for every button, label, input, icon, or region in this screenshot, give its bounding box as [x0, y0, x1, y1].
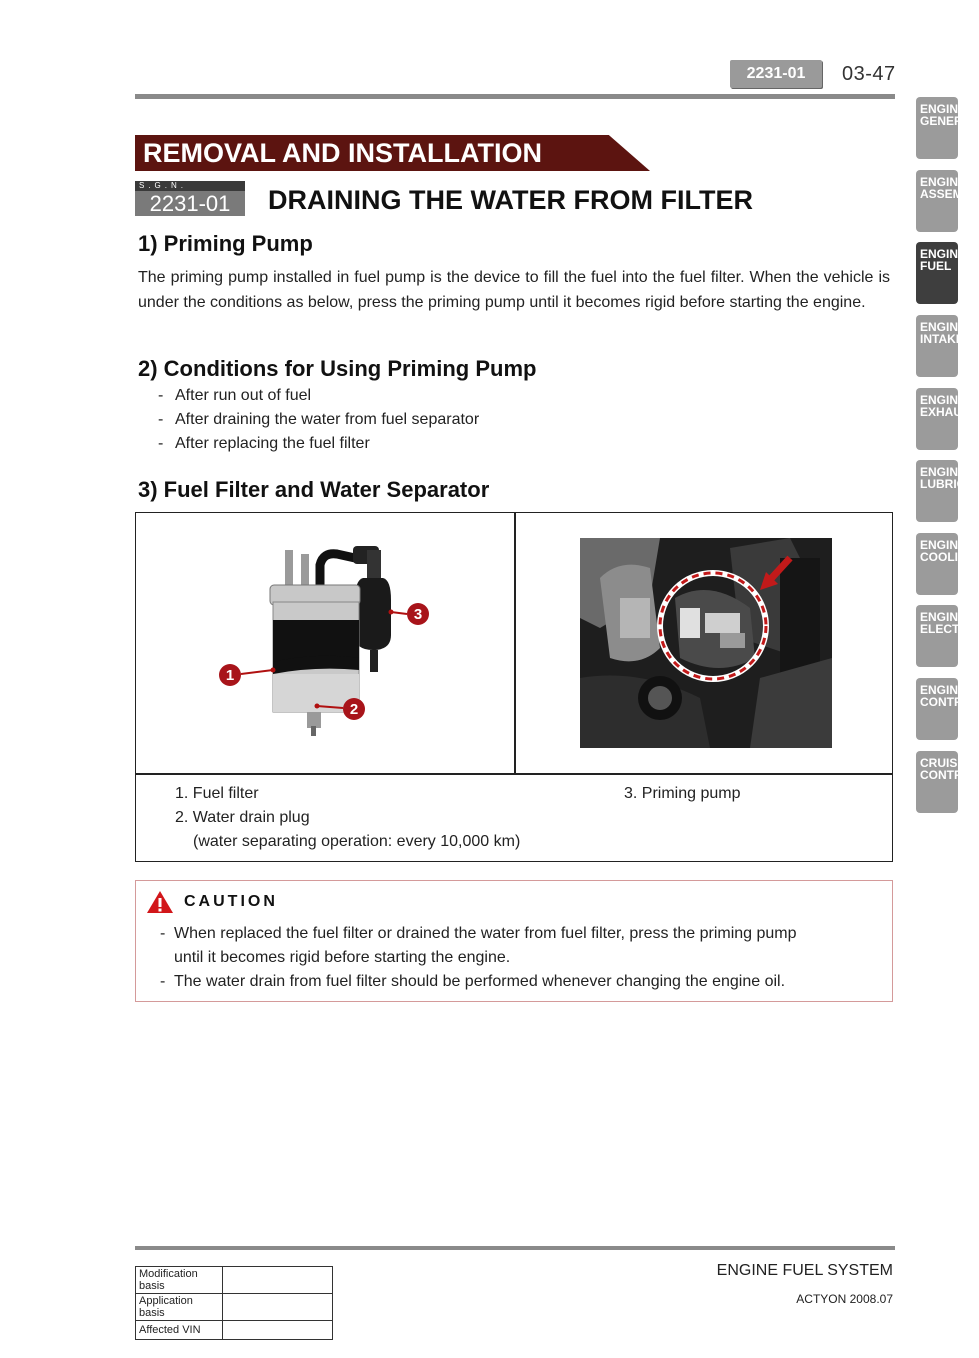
footer-model: ACTYON 2008.07	[796, 1292, 893, 1306]
top-divider	[135, 94, 895, 99]
modification-table	[135, 1266, 333, 1340]
sgn-code: 2231-01	[135, 191, 245, 216]
caption-drain-note: (water separating operation: every 10,000 km)	[193, 833, 521, 850]
callout-label: 2	[349, 701, 359, 718]
tab-engine-exhaust[interactable]: ENGINE EXHAUST	[916, 388, 958, 450]
fuel-filter-illustration	[215, 540, 435, 750]
page-title: DRAINING THE WATER FROM FILTER	[268, 185, 753, 215]
caption-fuel-filter: 1. Fuel filter	[175, 785, 259, 802]
heading-fuel-filter: 3) Fuel Filter and Water Separator	[138, 477, 490, 502]
caution-item: - The water drain from fuel filter should be performed whenever changing the engine oil.	[160, 973, 786, 990]
caption-priming-pump: 3. Priming pump	[624, 785, 741, 802]
tab-cruise-control[interactable]: CRUISE CONTRO	[916, 751, 958, 813]
figure-divider	[514, 512, 516, 774]
engine-bay-photo	[580, 538, 832, 748]
caution-text: When replaced the fuel filter or drained the water from fuel filter, press the priming pump	[174, 925, 797, 942]
caption-drain-plug: 2. Water drain plug	[175, 809, 310, 826]
figure-divider	[135, 773, 893, 775]
bottom-divider	[135, 1246, 895, 1250]
callout-label: 1	[225, 667, 235, 684]
heading-conditions: 2) Conditions for Using Priming Pump	[138, 356, 537, 381]
tab-engine-general[interactable]: ENGINE GENERA	[916, 97, 958, 159]
list-item-text: After run out of fuel	[175, 387, 312, 404]
caution-text: The water drain from fuel filter should be performed whenever changing the engine oil.	[174, 973, 786, 990]
warning-icon	[146, 890, 174, 914]
caution-item-continued: until it becomes rigid before starting the engine.	[174, 949, 511, 966]
heading-priming-pump: 1) Priming Pump	[138, 231, 313, 256]
tab-engine-fuel[interactable]: ENGINE FUEL	[916, 242, 958, 304]
list-item: - After replacing the fuel filter	[158, 435, 370, 452]
list-item: - After draining the water from fuel separator	[158, 411, 480, 428]
callout-label: 3	[413, 606, 423, 623]
list-item: - After run out of fuel	[158, 387, 312, 404]
footer-title: ENGINE FUEL SYSTEM	[716, 1262, 893, 1279]
table-row: Modification basis	[136, 1267, 333, 1294]
sgn-tag: S.G.N.	[135, 181, 245, 191]
table-row: Affected VIN	[136, 1321, 333, 1340]
caution-title: CAUTION	[184, 893, 278, 910]
priming-pump-paragraph: The priming pump installed in fuel pump is the device to fill the fuel into the fuel filter. When the vehicle is under the conditions as below, press the priming pump until it becomes rigid before starting the engine.	[138, 269, 890, 311]
tab-engine-lubrication[interactable]: ENGINE LUBRICA	[916, 460, 958, 522]
tab-engine-electrical[interactable]: ENGINE ELECTRI	[916, 605, 958, 667]
section-code-badge: 2231-01	[730, 60, 822, 88]
page-number: 03-47	[842, 63, 896, 85]
banner-title: REMOVAL AND INSTALLATION	[143, 138, 542, 168]
list-item-text: After replacing the fuel filter	[175, 435, 370, 452]
tab-engine-intake[interactable]: ENGINE INTAKE	[916, 315, 958, 377]
list-item-text: After draining the water from fuel separator	[175, 411, 480, 428]
table-row: Application basis	[136, 1294, 333, 1321]
tab-engine-assembly[interactable]: ENGINE ASSEMBL	[916, 170, 958, 232]
tab-engine-cooling[interactable]: ENGINE COOLING	[916, 533, 958, 595]
caution-item: - When replaced the fuel filter or drained the water from fuel filter, press the priming pump	[160, 925, 797, 942]
tab-engine-control[interactable]: ENGINE CONTRO	[916, 678, 958, 740]
